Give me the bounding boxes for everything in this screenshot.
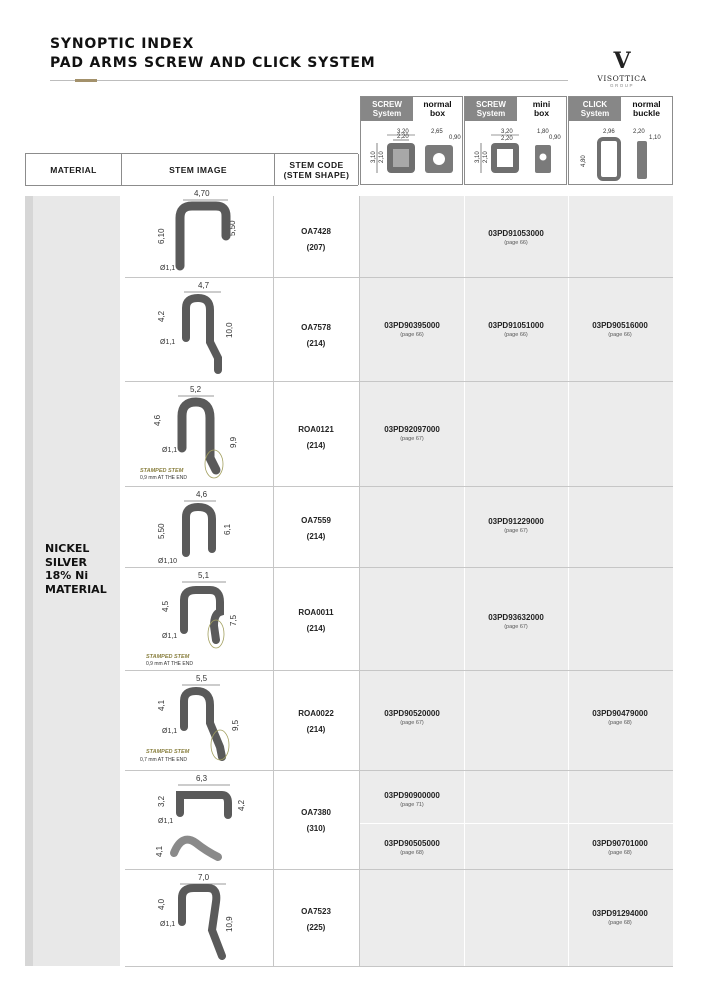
column-separator xyxy=(273,196,274,966)
mini-box-drawing xyxy=(467,123,566,183)
svg-text:2,20: 2,20 xyxy=(397,134,409,140)
stem-image-oa7380 xyxy=(126,771,272,869)
system-label: SCREW System xyxy=(361,97,413,121)
part-number-click: 03PD90479000 (page 68) xyxy=(592,709,648,726)
svg-text:STAMPED STEM: STAMPED STEM xyxy=(140,468,184,474)
svg-text:5,2: 5,2 xyxy=(190,385,202,394)
svg-text:4,6: 4,6 xyxy=(153,414,162,426)
svg-text:Ø1,1: Ø1,1 xyxy=(160,339,176,346)
svg-text:7,0: 7,0 xyxy=(198,873,210,882)
svg-text:0,9 mm AT THE END: 0,9 mm AT THE END xyxy=(146,661,193,667)
part-number-click: 03PD90516000 (page 66) xyxy=(592,321,648,338)
svg-text:2,65: 2,65 xyxy=(431,129,443,135)
system-type: mini box xyxy=(517,97,566,121)
svg-text:5,50: 5,50 xyxy=(157,523,166,539)
system-label: SCREW System xyxy=(465,97,517,121)
system-type: normal box xyxy=(413,97,462,121)
svg-text:4,1: 4,1 xyxy=(157,699,166,711)
stem-image-roa0011 xyxy=(126,568,272,670)
column-material: MATERIAL xyxy=(26,154,122,185)
normal-box-drawing xyxy=(363,123,462,183)
system-label: CLICK System xyxy=(569,97,621,121)
title-line-1: SYNOPTIC INDEX xyxy=(50,36,195,52)
svg-text:4,2: 4,2 xyxy=(157,310,166,322)
svg-text:Ø1,1: Ø1,1 xyxy=(160,921,176,928)
svg-text:Ø1,1: Ø1,1 xyxy=(162,728,178,735)
title-line-2: PAD ARMS SCREW AND CLICK SYSTEM xyxy=(50,55,376,71)
svg-text:3,10: 3,10 xyxy=(475,151,481,163)
stem-code: ROA0121 (214) xyxy=(298,425,334,450)
system-header-screw-normal-box xyxy=(360,96,463,185)
column-separator xyxy=(464,196,465,966)
stem-image-oa7523 xyxy=(126,870,272,966)
material-band-edge xyxy=(25,196,33,966)
logo-mark: V xyxy=(613,48,631,74)
svg-text:0,90: 0,90 xyxy=(449,135,461,141)
stem-code: ROA0022 (214) xyxy=(298,709,334,734)
svg-text:Ø1,1: Ø1,1 xyxy=(162,633,178,640)
svg-text:4,80: 4,80 xyxy=(581,155,587,167)
stem-code: OA7559 (214) xyxy=(301,516,331,541)
svg-text:Ø1,10: Ø1,10 xyxy=(158,558,178,565)
svg-text:3,20: 3,20 xyxy=(397,129,409,135)
svg-text:4,7: 4,7 xyxy=(198,281,210,290)
material-label: NICKEL SILVER 18% Ni MATERIAL xyxy=(45,542,107,596)
svg-text:0,9 mm AT THE END: 0,9 mm AT THE END xyxy=(140,475,187,481)
column-header-row xyxy=(25,153,358,186)
svg-text:3,2: 3,2 xyxy=(157,795,166,807)
part-number-normal-box: 03PD90900000 (page 71) xyxy=(384,791,440,808)
svg-text:4,70: 4,70 xyxy=(194,189,210,198)
stem-code: OA7523 (225) xyxy=(301,907,331,932)
system-type: normal buckle xyxy=(621,97,672,121)
svg-text:4,0: 4,0 xyxy=(157,898,166,910)
svg-text:Ø1,1: Ø1,1 xyxy=(160,265,176,272)
svg-text:6,1: 6,1 xyxy=(223,523,232,535)
svg-text:10,0: 10,0 xyxy=(225,322,234,338)
stem-image-oa7578 xyxy=(126,278,272,380)
svg-text:4,2: 4,2 xyxy=(237,799,246,811)
stem-code: OA7428 (207) xyxy=(301,227,331,252)
svg-text:3,20: 3,20 xyxy=(501,129,513,135)
stem-code: ROA0011 (214) xyxy=(298,608,334,633)
svg-text:10,9: 10,9 xyxy=(225,916,234,932)
system-header-screw-mini-box xyxy=(464,96,567,185)
part-number-mini-box: 03PD91053000 (page 66) xyxy=(488,229,544,246)
part-number-mini-box: 03PD93632000 (page 67) xyxy=(488,613,544,630)
svg-text:5,5: 5,5 xyxy=(196,674,208,683)
part-number-normal-box: 03PD90395000 (page 66) xyxy=(384,321,440,338)
part-number-normal-box: 03PD92097000 (page 67) xyxy=(384,425,440,442)
title-accent xyxy=(75,79,97,82)
part-number-mini-box: 03PD91229000 (page 67) xyxy=(488,517,544,534)
stem-image-roa0121 xyxy=(126,382,272,486)
stem-code: OA7380 (310) xyxy=(301,808,331,833)
svg-text:0,90: 0,90 xyxy=(549,135,561,141)
svg-text:3,10: 3,10 xyxy=(371,151,377,163)
part-number-mini-box: 03PD91051000 (page 66) xyxy=(488,321,544,338)
svg-text:2,96: 2,96 xyxy=(603,129,615,135)
svg-text:1,80: 1,80 xyxy=(537,129,549,135)
svg-text:4,1: 4,1 xyxy=(155,845,164,857)
stem-code: OA7578 (214) xyxy=(301,323,331,348)
row-divider xyxy=(125,966,673,967)
system-header-click-normal-buckle xyxy=(568,96,673,185)
column-stem-image: STEM IMAGE xyxy=(122,154,275,185)
svg-text:Ø1,1: Ø1,1 xyxy=(158,818,174,825)
click-buckle-drawing xyxy=(571,123,672,183)
stem-image-roa0022 xyxy=(126,671,272,770)
part-number-normal-box: 03PD90505000 (page 68) xyxy=(384,839,440,856)
svg-text:6,3: 6,3 xyxy=(196,774,208,783)
logo-name: VISOTTICA xyxy=(597,74,647,83)
part-number-click: 03PD90701000 (page 68) xyxy=(592,839,648,856)
svg-text:4,5: 4,5 xyxy=(161,600,170,612)
svg-text:2,10: 2,10 xyxy=(379,151,385,163)
part-number-normal-box: 03PD90520000 (page 67) xyxy=(384,709,440,726)
title-rule xyxy=(50,80,568,81)
svg-text:0,7 mm AT THE END: 0,7 mm AT THE END xyxy=(140,757,187,763)
svg-text:5,50: 5,50 xyxy=(228,220,237,236)
svg-text:5,1: 5,1 xyxy=(198,571,210,580)
svg-text:2,10: 2,10 xyxy=(483,151,489,163)
svg-text:STAMPED STEM: STAMPED STEM xyxy=(146,749,190,755)
svg-text:STAMPED STEM: STAMPED STEM xyxy=(146,654,190,660)
svg-text:2,20: 2,20 xyxy=(501,136,513,142)
svg-text:2,20: 2,20 xyxy=(633,129,645,135)
svg-text:9,9: 9,9 xyxy=(229,436,238,448)
svg-text:1,10: 1,10 xyxy=(649,135,661,141)
svg-text:6,10: 6,10 xyxy=(157,228,166,244)
visottica-logo xyxy=(590,50,654,88)
sub-row-divider xyxy=(360,823,673,824)
page-title xyxy=(50,35,375,73)
svg-text:7,5: 7,5 xyxy=(229,614,238,626)
logo-group: GROUP xyxy=(609,83,634,88)
column-stem-code: STEM CODE (STEM SHAPE) xyxy=(275,154,359,185)
part-number-click: 03PD91294000 (page 68) xyxy=(592,909,648,926)
stem-image-oa7559 xyxy=(126,487,272,567)
svg-text:Ø1,1: Ø1,1 xyxy=(162,447,178,454)
svg-text:4,6: 4,6 xyxy=(196,490,208,499)
svg-text:9,5: 9,5 xyxy=(231,719,240,731)
stem-image-oa7428 xyxy=(126,186,272,278)
